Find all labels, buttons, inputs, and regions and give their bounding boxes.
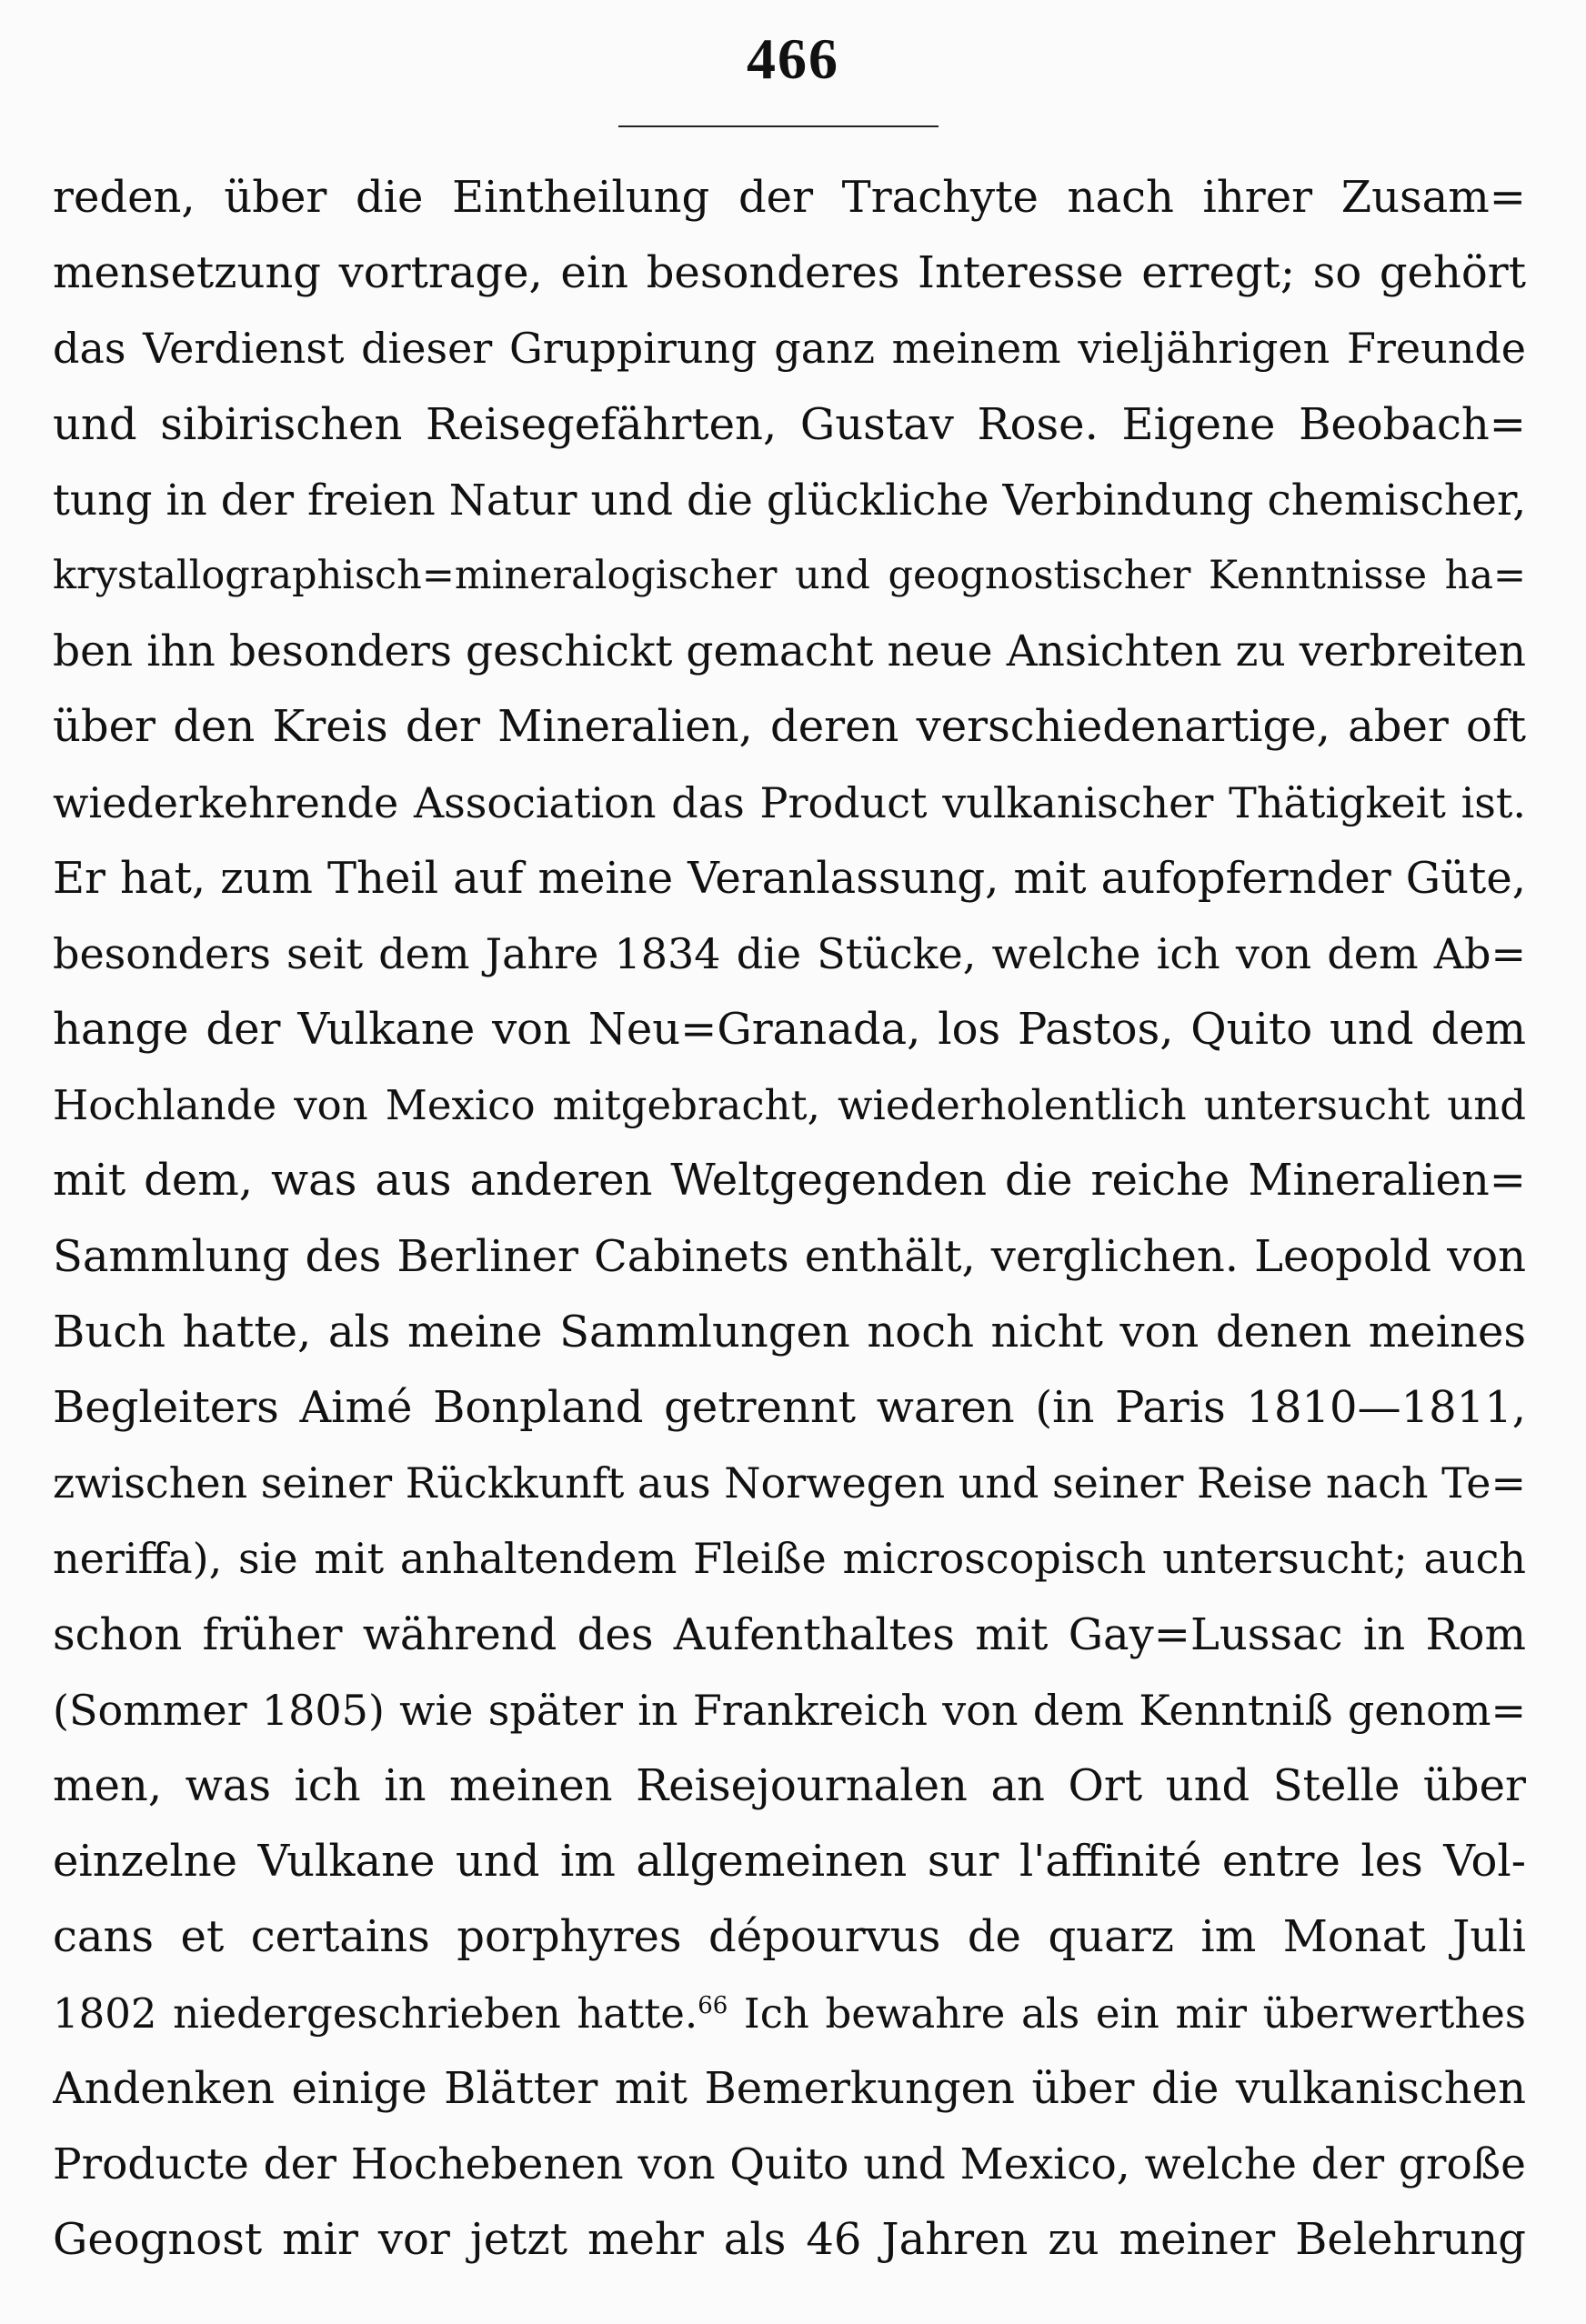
text-line: tung in der freien Natur und die glückliche Verbindung chemischer, (53, 475, 1526, 526)
text-line: Er hat, zum Theil auf meine Veranlassung, mit aufopfernder Güte, (53, 852, 1526, 904)
text-line: das Verdienst dieser Gruppirung ganz meinem vieljährigen Freunde (53, 324, 1526, 374)
text-line: Producte der Hochebenen von Quito und Mexico, welche der große (53, 2139, 1526, 2189)
text-line: Begleiters Aimé Bonpland getrennt waren (in Paris 1810—1811, (53, 1382, 1526, 1433)
header-rule (618, 125, 939, 127)
text-line: neriffa), sie mit anhaltendem Fleiße microscopisch untersucht; auch (53, 1534, 1526, 1584)
text-line: schon früher während des Aufenthaltes mit Gay=Lussac in Rom (53, 1608, 1526, 1660)
text-line: krystallographisch=mineralogischer und geognostischer Kenntnisse ha= (53, 552, 1526, 598)
text-line: ben ihn besonders geschickt gemacht neue Ansichten zu verbreiten (53, 626, 1526, 677)
footnote-reference: 66 (698, 1991, 728, 2019)
text-line: men, was ich in meinen Reisejournalen an Ort und Stelle über (53, 1759, 1526, 1811)
text-line: cans et certains porphyres dépourvus de quarz im Monat Juli (53, 1911, 1526, 1963)
text-line: wiederkehrende Association das Product vulkanischer Thätigkeit ist. (53, 777, 1526, 827)
text-segment: 1802 niedergeschrieben hatte. (53, 1988, 698, 2038)
text-line: mit dem, was aus anderen Weltgegenden die reiche Mineralien= (53, 1155, 1526, 1207)
text-line: über den Kreis der Mineralien, deren verschiedenartige, aber oft (53, 701, 1526, 753)
text-line-with-footnote (53, 1976, 1526, 2051)
text-line: Sammlung des Berliner Cabinets enthält, verglichen. Leopold von (53, 1230, 1526, 1282)
text-line: (Sommer 1805) wie später in Frankreich von dem Kenntniß genom= (53, 1685, 1526, 1735)
text-line: Geognost mir vor jetzt mehr als 46 Jahren zu meiner Belehrung (53, 2214, 1526, 2266)
text-segment: Ich bewahre als ein mir überwerthes (728, 1988, 1526, 2038)
text-line: hange der Vulkane von Neu=Granada, los Pastos, Quito und dem (53, 1004, 1526, 1056)
text-line: Andenken einige Blätter mit Bemerkungen über die vulkanischen (53, 2062, 1526, 2114)
text-line: und sibirischen Reisegefährten, Gustav Rose. Eigene Beobach= (53, 398, 1526, 450)
text-line: einzelne Vulkane und im allgemeinen sur l'affinité entre les Vol- (53, 1836, 1526, 1888)
text-line: besonders seit dem Jahre 1834 die Stücke, welche ich von dem Ab= (53, 928, 1526, 978)
page-number: 466 (747, 26, 839, 91)
text-line: reden, über die Eintheilung der Trachyte nach ihrer Zusam= (53, 172, 1526, 223)
body-text (53, 160, 1526, 2278)
text-line: Buch hatte, als meine Sammlungen noch nicht von denen meines (53, 1306, 1526, 1357)
text-line: Hochlande von Mexico mitgebracht, wiederholentlich untersucht und (53, 1081, 1526, 1130)
text-line: mensetzung vortrage, ein besonderes Interesse erregt; so gehört (53, 247, 1526, 299)
text-line: zwischen seiner Rückkunft aus Norwegen und seiner Reise nach Te= (53, 1458, 1526, 1508)
